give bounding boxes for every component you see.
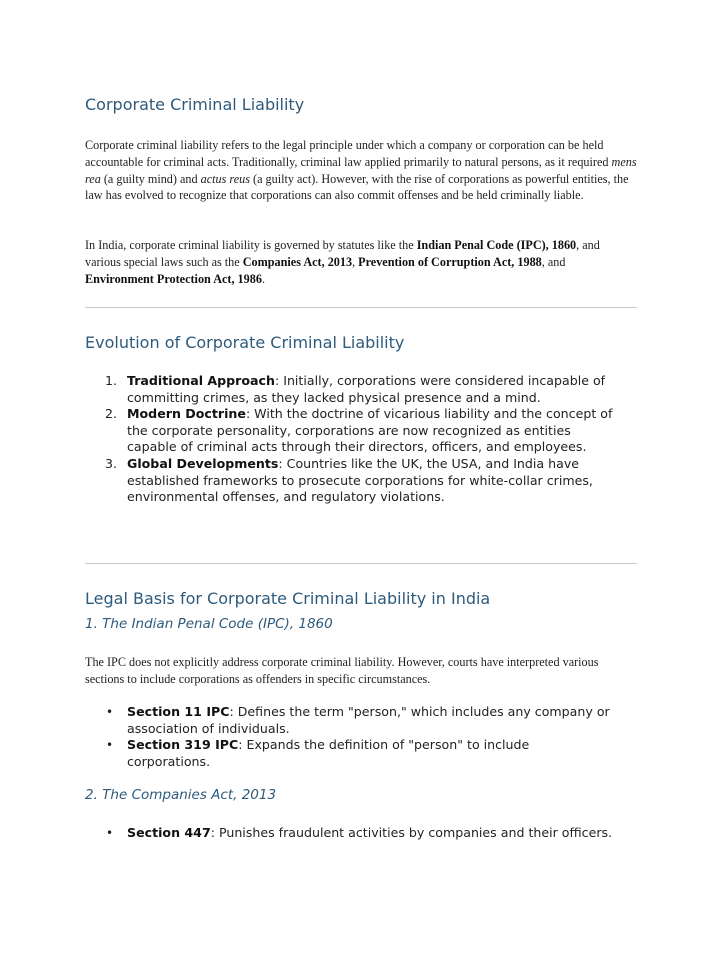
- subheading-companies-act: 2. The Companies Act, 2013: [85, 787, 277, 803]
- intro-paragraph-2: In India, corporate criminal liability is governed by statutes like the Indian Penal Code (IPC), 1860, and various special laws such as the Companies Act, 2013, Prevention of Corruption Act, 1988, and Environment Protection Act, 1986.: [85, 238, 600, 286]
- section-divider: [85, 307, 637, 308]
- section-heading-evolution: Evolution of Corporate Criminal Liability: [85, 333, 405, 352]
- companies-act-list: [85, 825, 615, 842]
- list-item: 1. Traditional Approach: Initially, corporations were considered incapable of committing crimes, as they lacked physical presence and a mind.: [105, 373, 606, 405]
- list-item: • Section 447: Punishes fraudulent activities by companies and their officers.: [106, 825, 613, 840]
- list-item: • Section 319 IPC: Expands the definition of "person" to include corporations.: [106, 737, 530, 769]
- section-divider: [85, 563, 637, 564]
- subheading-ipc: 1. The Indian Penal Code (IPC), 1860: [85, 616, 333, 632]
- intro-paragraph-1: Corporate criminal liability refers to the legal principle under which a company or corporation can be held accountable for criminal acts. Traditionally, criminal law applied primarily to natural persons, as it required mens rea (a guilty mind) and actus reus (a guilty act). However, with the rise of corporations as powerful entities, the law has evolved to recognize that corporations can also commit offenses and be held criminally liable.: [85, 138, 637, 203]
- section-heading-legal-basis: Legal Basis for Corporate Criminal Liability in India: [85, 589, 491, 608]
- evolution-list: [85, 373, 615, 506]
- section-heading-corporate-criminal-liability: Corporate Criminal Liability: [85, 95, 305, 114]
- ipc-sections-list: [85, 704, 615, 770]
- list-item: 2. Modern Doctrine: With the doctrine of vicarious liability and the concept of the corporate personality, corporations are now recognized as entities capable of criminal acts through their directors, officers, and employees.: [105, 406, 613, 455]
- ipc-paragraph: The IPC does not explicitly address corporate criminal liability. However, courts have interpreted various sections to include corporations as offenders in specific circumstances.: [85, 655, 599, 686]
- list-item: • Section 11 IPC: Defines the term "person," which includes any company or association of individuals.: [106, 704, 610, 736]
- list-item: 3. Global Developments: Countries like the UK, the USA, and India have established frameworks to prosecute corporations for white-collar crimes, environmental offenses, and regulatory violations.: [105, 455, 593, 505]
